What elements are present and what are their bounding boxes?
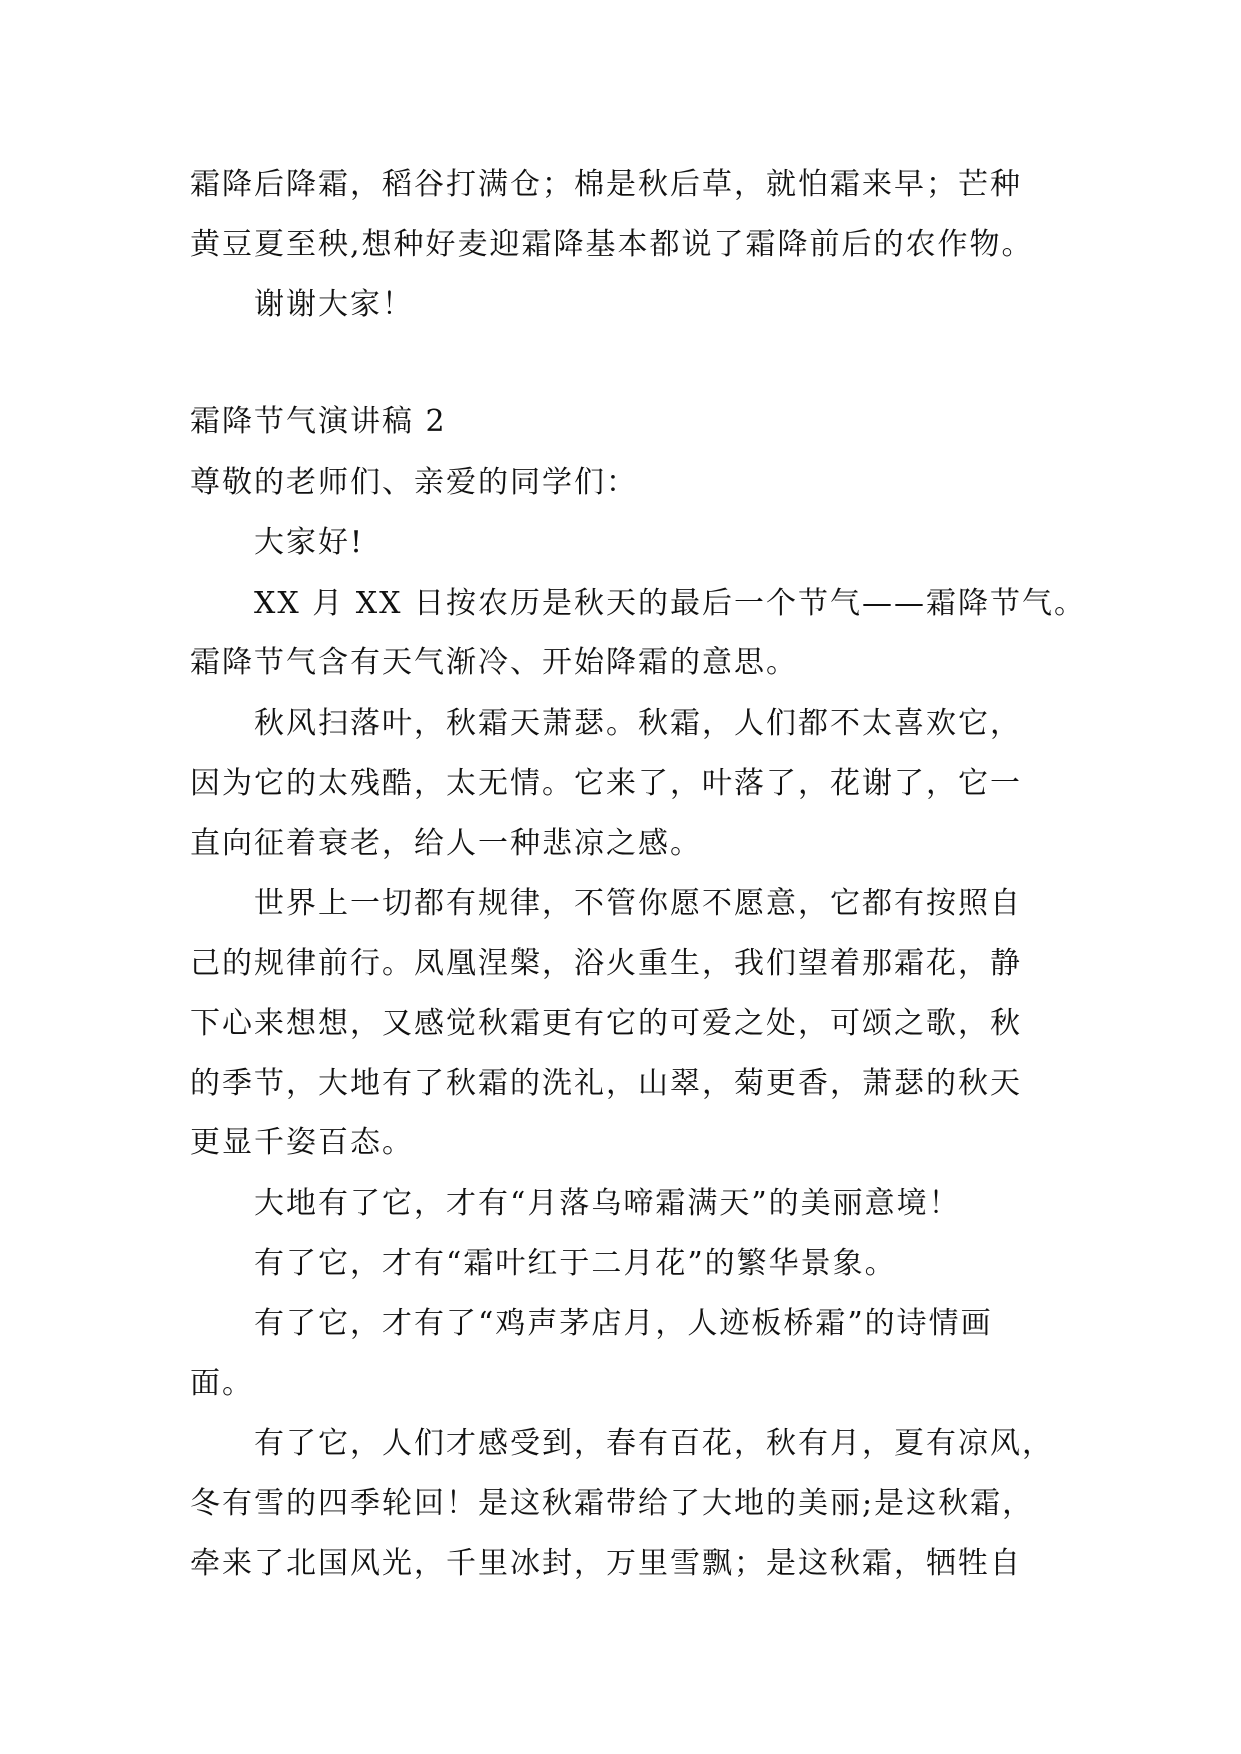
text-line: 有了它，人们才感受到，春有百花，秋有月，夏有凉风，	[254, 1426, 1054, 1461]
salutation: 尊敬的老师们、亲爱的同学们：	[190, 465, 638, 500]
text-line: 谢谢大家！	[254, 287, 414, 322]
text-line: 霜降节气含有天气渐冷、开始降霜的意思。	[190, 645, 798, 680]
text-line: 面。	[190, 1366, 254, 1401]
text-line: 黄豆夏至秧,想种好麦迎霜降基本都说了霜降前后的农作物。	[190, 227, 1034, 262]
text-line: 大地有了它，才有“月落乌啼霜满天”的美丽意境！	[254, 1186, 961, 1221]
text-line: 霜降后降霜，稻谷打满仓；棉是秋后草，就怕霜来早；芒种	[190, 167, 1022, 202]
text-line: 因为它的太残酷，太无情。它来了，叶落了，花谢了，它一	[190, 766, 1022, 801]
text-line: 秋风扫落叶，秋霜天萧瑟。秋霜，人们都不太喜欢它，	[254, 706, 1022, 741]
text-line: 下心来想想，又感觉秋霜更有它的可爱之处，可颂之歌，秋	[190, 1006, 1022, 1041]
text-line: 有了它，才有“霜叶红于二月花”的繁华景象。	[254, 1246, 897, 1281]
text-line: 更显千姿百态。	[190, 1125, 414, 1160]
text-line: XX 月 XX 日按农历是秋天的最后一个节气——霜降节气。	[254, 586, 1087, 621]
text-line: 冬有雪的四季轮回！是这秋霜带给了大地的美丽;是这秋霜，	[190, 1486, 1035, 1521]
greeting: 大家好!	[254, 525, 365, 560]
text-line: 的季节，大地有了秋霜的洗礼，山翠，菊更香，萧瑟的秋天	[190, 1066, 1022, 1101]
text-line: 有了它，才有了“鸡声茅店月，人迹板桥霜”的诗情画	[254, 1306, 993, 1341]
text-line: 己的规律前行。凤凰涅槃，浴火重生，我们望着那霜花，静	[190, 946, 1022, 981]
text-line: 牵来了北国风光，千里冰封，万里雪飘；是这秋霜，牺牲自	[190, 1546, 1022, 1581]
section-title: 霜降节气演讲稿 2	[190, 404, 447, 439]
text-line: 世界上一切都有规律，不管你愿不愿意，它都有按照自	[254, 886, 1022, 921]
text-line: 直向征着衰老，给人一种悲凉之感。	[190, 826, 702, 861]
